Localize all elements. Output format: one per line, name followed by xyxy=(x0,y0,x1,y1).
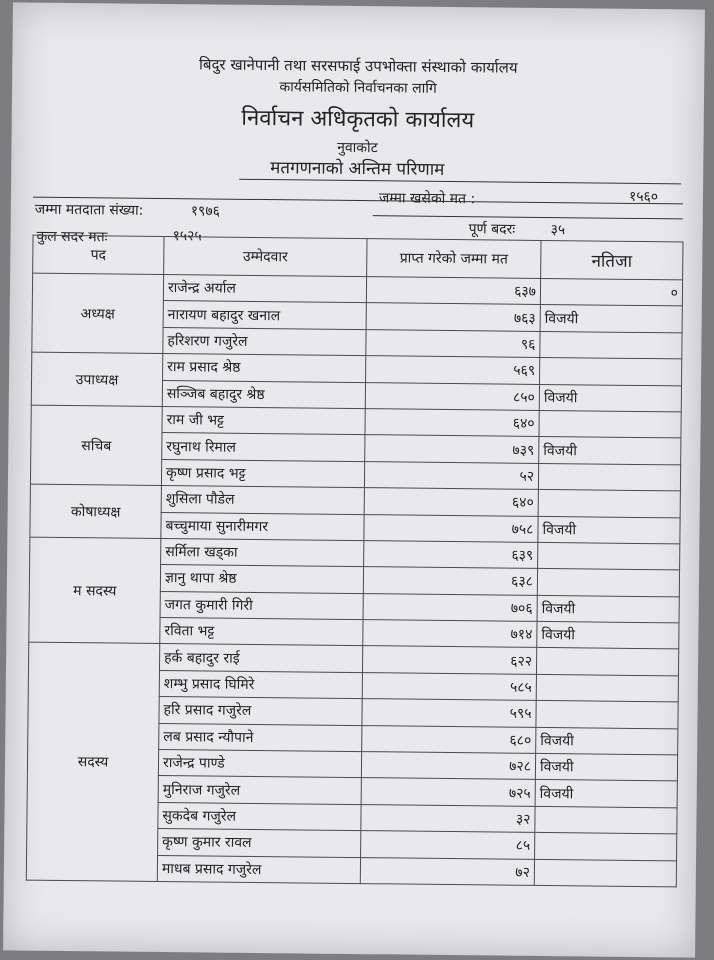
candidate-cell: हरि प्रसाद गजुरेल xyxy=(159,697,362,726)
votes-cell: ५६९ xyxy=(366,356,540,384)
votes-cell: ९६ xyxy=(366,329,540,357)
organization-name: बिदुर खानेपानी तथा सरसफाई उपभोक्ता संस्थाको कार्यालय xyxy=(198,55,518,77)
result-cell xyxy=(534,859,676,887)
votes-cell: ६४० xyxy=(364,488,538,516)
votes-cell: ६४० xyxy=(365,409,539,437)
header-result: नतिजा xyxy=(541,240,683,279)
candidate-cell: सर्मिला खड्का xyxy=(161,538,364,567)
votes-cell: ७६३ xyxy=(366,303,540,331)
votes-cell: ५९५ xyxy=(362,699,536,727)
candidate-cell: ज्ञानु थापा श्रेष्ठ xyxy=(160,565,363,594)
total-voters-value: १९७६ xyxy=(190,203,221,220)
result-cell: विजयी xyxy=(535,780,677,808)
results-body xyxy=(26,273,682,887)
candidate-cell: राम जी भट्ट xyxy=(162,406,365,435)
post-cell: कोषाध्यक्ष xyxy=(30,484,162,538)
table-row xyxy=(30,537,680,570)
candidate-cell: लब प्रसाद न्यौपाने xyxy=(159,723,362,752)
total-voters-label: जम्मा मतदाता संख्या: xyxy=(34,201,144,219)
candidate-cell: कृष्ण प्रसाद भट्ट xyxy=(161,459,364,488)
candidate-cell: रविता भट्ट xyxy=(160,618,363,647)
votes-cell: ५२ xyxy=(364,461,538,489)
result-cell xyxy=(538,463,680,491)
result-cell xyxy=(540,358,682,386)
document-page xyxy=(3,2,705,957)
valid-votes-value: १५२५ xyxy=(172,228,202,245)
district-name: नुवाकोट xyxy=(337,139,378,157)
candidate-cell: सञ्जिब बहादुर श्रेष्ठ xyxy=(162,380,365,409)
office-title: निर्वाचन अधिकृतको कार्यालय xyxy=(241,105,475,134)
votes-cell: ७२५ xyxy=(361,778,535,806)
result-cell: विजयी xyxy=(539,437,681,465)
result-cell: विजयी xyxy=(540,305,682,333)
result-cell xyxy=(540,331,682,359)
votes-cell: ६८० xyxy=(362,725,536,753)
votes-cell: ७२ xyxy=(360,857,534,885)
result-cell xyxy=(537,569,679,597)
post-cell: अध्यक्ष xyxy=(32,273,164,354)
votes-cell: ५८५ xyxy=(362,672,536,700)
table-row xyxy=(32,273,682,306)
valid-votes-label: कुल सदर मतः xyxy=(36,228,108,246)
candidate-cell: हर्क बहादुर राई xyxy=(159,644,362,673)
candidate-cell: राजेन्द्र पाण्डे xyxy=(158,750,361,779)
result-cell xyxy=(536,674,678,702)
table-row xyxy=(30,484,680,517)
result-cell xyxy=(535,806,677,834)
post-cell: सदस्य xyxy=(26,643,159,882)
votes-cast-rule xyxy=(373,215,683,219)
candidate-cell: मुनिराज गजुरेल xyxy=(158,776,361,805)
result-cell xyxy=(539,410,681,438)
candidate-cell: बच्चुमाया सुनारीमगर xyxy=(161,512,364,541)
candidate-cell: सुकदेब गजुरेल xyxy=(158,802,361,831)
votes-cell: ७०६ xyxy=(363,593,537,621)
candidate-cell: राम प्रसाद श्रेष्ठ xyxy=(163,354,366,383)
result-cell xyxy=(538,490,680,518)
result-cell xyxy=(536,648,678,676)
candidate-cell: माधब प्रसाद गजुरेल xyxy=(157,855,360,884)
result-cell: ० xyxy=(540,278,682,306)
candidate-cell: नारायण बहादुर खनाल xyxy=(163,301,366,330)
invalid-votes-value: ३५ xyxy=(550,222,566,239)
votes-cell: ७२८ xyxy=(361,752,535,780)
header-candidate: उम्मेदवार xyxy=(164,236,367,276)
candidate-cell: जगत कुमारी गिरी xyxy=(160,591,363,620)
header-post: पद xyxy=(33,235,164,274)
votes-cast-label: जम्मा खसेको मत : xyxy=(378,190,476,208)
candidate-cell: शुसिला पौडेल xyxy=(161,486,364,515)
votes-cast-value: १५६० xyxy=(628,188,659,206)
result-cell: विजयी xyxy=(538,516,680,544)
result-cell xyxy=(536,701,678,729)
table-row xyxy=(32,352,682,385)
post-cell: सचिब xyxy=(30,405,162,486)
result-cell xyxy=(535,833,677,861)
candidate-cell: कृष्ण कुमार रावल xyxy=(158,829,361,858)
candidate-cell: हरिशरण गजुरेल xyxy=(163,327,366,356)
votes-cell: ७३९ xyxy=(365,435,539,463)
votes-cell: ८५० xyxy=(365,382,539,410)
votes-cell: ६३७ xyxy=(366,277,540,305)
results-table xyxy=(26,235,684,888)
candidate-cell: राजेन्द्र अर्याल xyxy=(163,274,366,303)
header-votes: प्राप्त गरेको जम्मा मत xyxy=(367,239,541,279)
result-cell: विजयी xyxy=(539,384,681,412)
result-cell: विजयी xyxy=(537,622,679,650)
result-cell xyxy=(538,542,680,570)
votes-cell: ३२ xyxy=(361,804,535,832)
committee-line: कार्यसमितिको निर्वाचनका लागि xyxy=(279,79,437,97)
votes-cell: ६३८ xyxy=(363,567,537,595)
candidate-cell: शम्भु प्रसाद घिमिरे xyxy=(159,670,362,699)
result-cell: विजयी xyxy=(537,595,679,623)
candidate-cell: रघुनाथ रिमाल xyxy=(162,433,365,462)
votes-cell: ७५८ xyxy=(364,514,538,542)
votes-cell: ६३९ xyxy=(364,541,538,569)
result-cell: विजयी xyxy=(535,753,677,781)
table-row xyxy=(29,643,679,676)
document-subtitle: मतगणनाको अन्तिम परिणाम xyxy=(270,158,445,180)
votes-cell: ६२२ xyxy=(362,646,536,674)
votes-cell: ८५ xyxy=(361,831,535,859)
post-cell: म सदस्य xyxy=(29,537,161,644)
result-cell: विजयी xyxy=(536,727,678,755)
table-row xyxy=(31,405,681,438)
invalid-votes-label: पूर्ण बदरः xyxy=(468,221,516,238)
post-cell: उपाध्यक्ष xyxy=(31,352,163,406)
votes-cell: ७१४ xyxy=(363,620,537,648)
